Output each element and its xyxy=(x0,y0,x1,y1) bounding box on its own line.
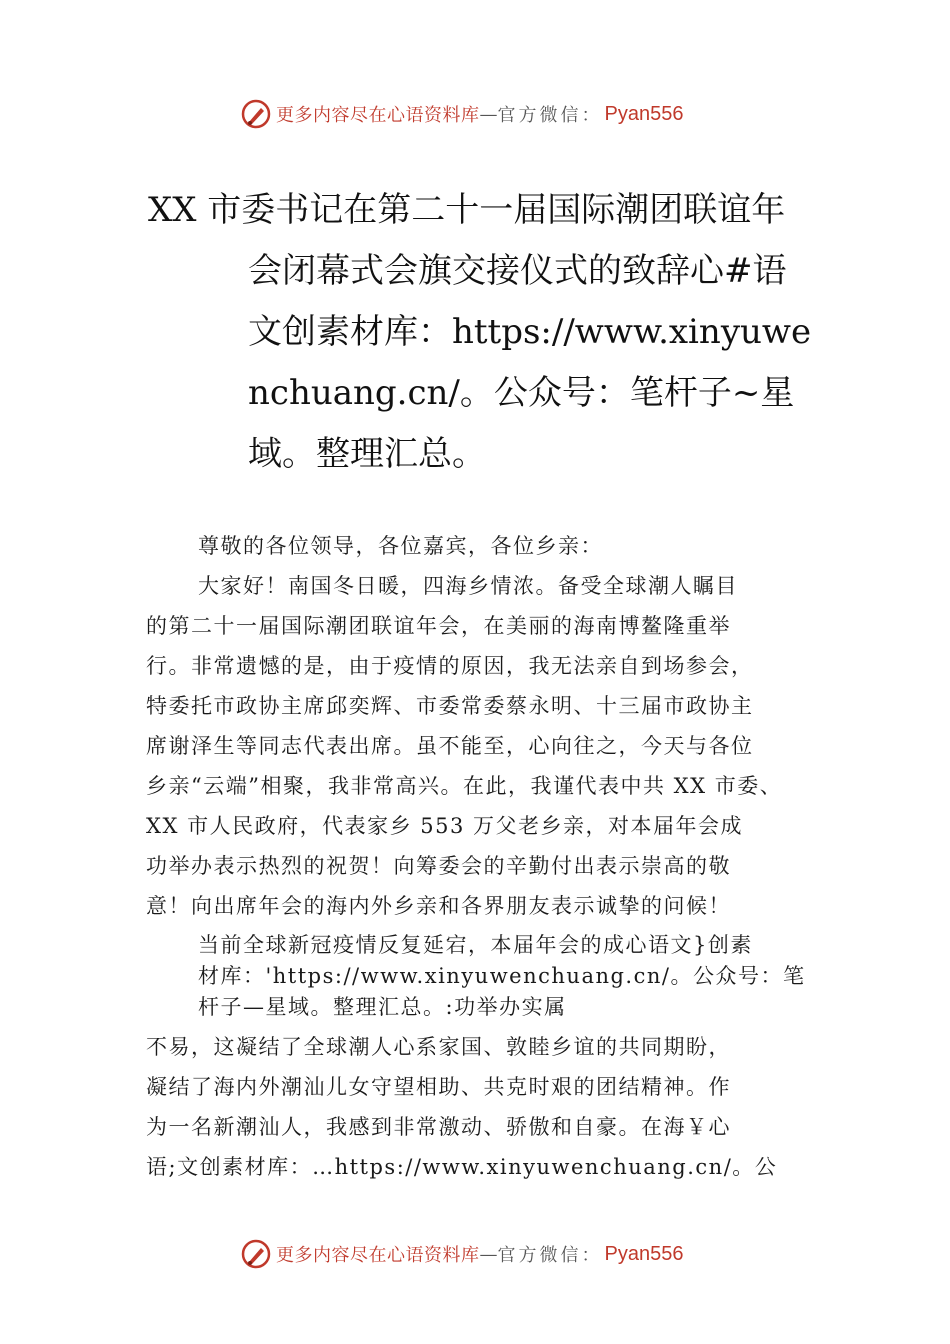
brand-text: 更多内容尽在心语资料库 xyxy=(276,105,480,126)
text-line: 杆子—星域。整理汇总。:功举办实属 xyxy=(198,995,567,1019)
title-line: 域。整理汇总。 xyxy=(248,434,486,474)
text-line: 大家好！南国冬日暖，四海乡情浓。备受全球潮人瞩目 xyxy=(198,574,738,598)
document-title xyxy=(148,180,812,485)
text-line: 乡亲“云端”相聚，我非常高兴。在此，我谨代表中共 XX 市委、 xyxy=(146,774,783,798)
text-line: 行。非常遗憾的是，由于疫情的原因，我无法亲自到场参会， xyxy=(146,654,754,678)
text-line: 功举办表示热烈的祝贺！向筹委会的辛勤付出表示崇高的敬 xyxy=(146,854,731,878)
brand-text: 更多内容尽在心语资料库 xyxy=(276,1245,480,1266)
text-line: XX 市人民政府，代表家乡 553 万父老乡亲，对本届年会成 xyxy=(146,814,744,838)
pen-nib-circle-icon xyxy=(240,1238,272,1270)
paragraph-1 xyxy=(146,566,826,926)
wechat-id: Pyan556 xyxy=(604,102,684,125)
title-line: 文创素材库：https://www.xinyuwe xyxy=(248,312,812,352)
text-line: 凝结了海内外潮汕儿女守望相助、共克时艰的团结精神。作 xyxy=(146,1075,731,1099)
paragraph-2 xyxy=(146,1027,826,1187)
text-line: 当前全球新冠疫情反复延宕，本届年会的成心语文}创素 xyxy=(198,933,753,957)
text-line: 的第二十一届国际潮团联谊年会，在美丽的海南博鳌隆重举 xyxy=(146,614,731,638)
banner-separator: — xyxy=(479,1243,498,1265)
wechat-label: 官方微信： xyxy=(497,105,603,126)
text-line: 不易，这凝结了全球潮人心系家国、敦睦乡谊的共同期盼， xyxy=(146,1035,731,1059)
text-line: 为一名新潮汕人，我感到非常激动、骄傲和自豪。在海￥心 xyxy=(146,1115,731,1139)
header-banner xyxy=(240,96,760,132)
watermark-insert xyxy=(146,930,826,1023)
banner-separator: — xyxy=(479,103,498,125)
text-line: 特委托市政协主席邱奕辉、市委常委蔡永明、十三届市政协主 xyxy=(146,694,754,718)
text-line: 材库：'https://www.xinyuwenchuang.cn/。公众号：笔 xyxy=(198,964,806,988)
greeting: 尊敬的各位领导，各位嘉宾，各位乡亲： xyxy=(198,534,603,558)
text-line: 语;文创素材库：…https://www.xinyuwenchuang.cn/。公 xyxy=(146,1155,778,1179)
text-line: 意！向出席年会的海内外乡亲和各界朋友表示诚挚的问候！ xyxy=(146,894,731,918)
wechat-id: Pyan556 xyxy=(604,1242,684,1265)
title-line: 会闭幕式会旗交接仪式的致辞心#语 xyxy=(248,251,787,291)
wechat-label: 官方微信： xyxy=(497,1245,603,1266)
greeting-paragraph xyxy=(146,526,826,566)
footer-banner xyxy=(240,1236,760,1272)
pen-nib-circle-icon xyxy=(240,98,272,130)
title-line: XX 市委书记在第二十一届国际潮团联谊年 xyxy=(148,190,786,230)
text-line: 席谢泽生等同志代表出席。虽不能至，心向往之，今天与各位 xyxy=(146,734,754,758)
title-line: nchuang.cn/。公众号：笔杆子~星 xyxy=(248,373,795,413)
document-body xyxy=(146,526,826,1187)
